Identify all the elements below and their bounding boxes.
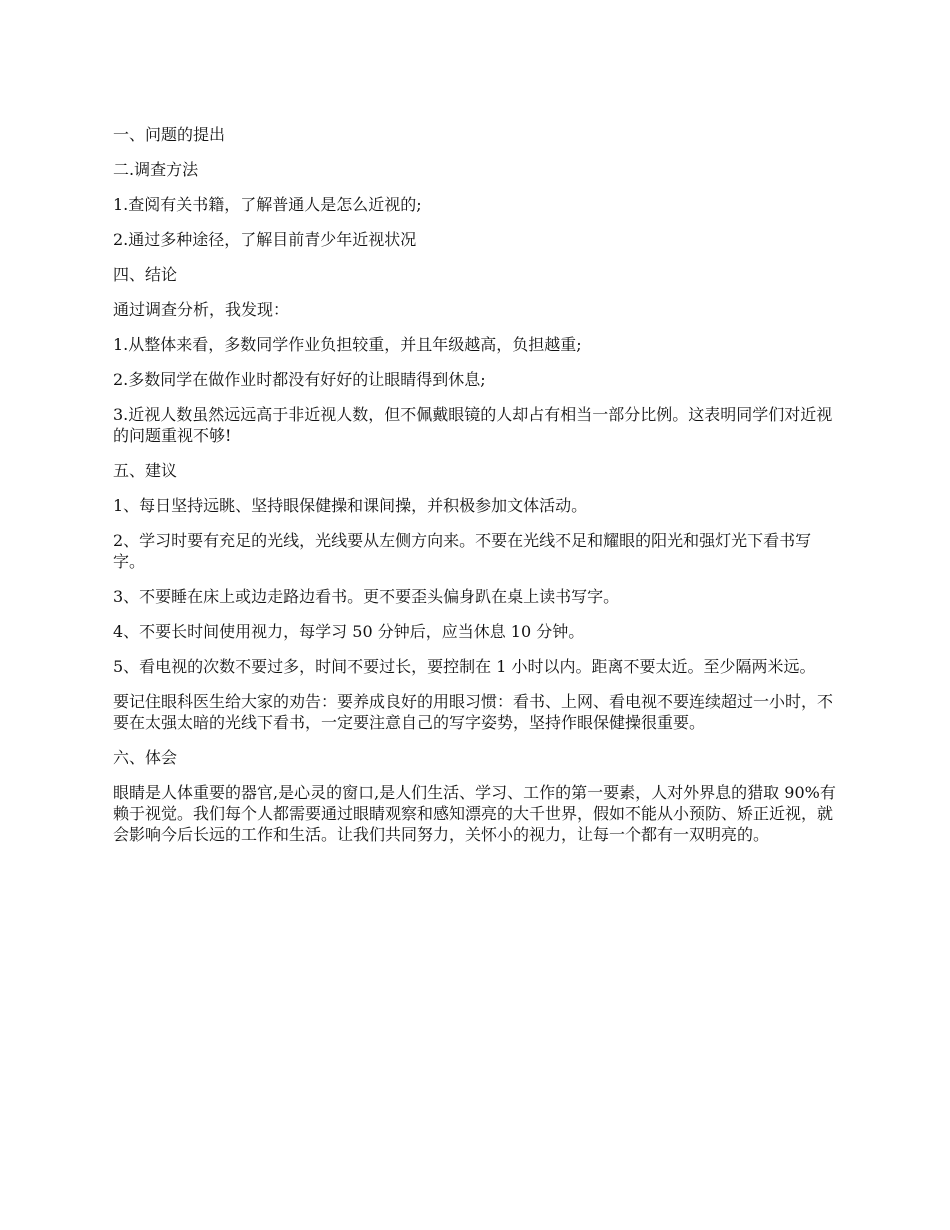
section-heading-conclusion: 四、结论 [113, 265, 178, 284]
reflection-paragraph: 眼睛是人体重要的器官,是心灵的窗口,是人们生活、学习、工作的第一要素，人对外界息的猎取 90%有赖于视觉。我们每个人都需要通过眼睛观察和感知漂亮的大千世界，假如不能从小预防、矫正近视，就会影响今后长远的工作和生活。让我们共同努力，关怀小的视力，让每一个都有一双明亮的。 [113, 783, 836, 844]
method-item-1: 1.查阅有关书籍，了解普通人是怎么近视的; [113, 195, 422, 214]
method-item-2: 2.通过多种途径，了解目前青少年近视状况 [113, 230, 417, 249]
section-heading-suggestions: 五、建议 [113, 461, 178, 480]
conclusion-item-1: 1.从整体来看，多数同学作业负担较重，并且年级越高，负担越重; [113, 335, 582, 354]
suggestion-item-3: 3、不要睡在床上或边走路边看书。更不要歪头偏身趴在桌上读书写字。 [113, 587, 620, 606]
section-heading-method: 二.调查方法 [113, 160, 199, 179]
suggestion-item-4: 4、不要长时间使用视力，每学习 50 分钟后，应当休息 10 分钟。 [113, 622, 585, 641]
section-heading-reflection: 六、体会 [113, 748, 178, 767]
section-heading-problem: 一、问题的提出 [113, 125, 226, 144]
conclusion-item-2: 2.多数同学在做作业时都没有好好的让眼睛得到休息; [113, 370, 486, 389]
conclusion-item-3: 3.近视人数虽然远远高于非近视人数，但不佩戴眼镜的人却占有相当一部分比例。这表明同学们对近视的问题重视不够! [113, 405, 833, 445]
suggestion-item-5: 5、看电视的次数不要过多，时间不要过长，要控制在 1 小时以内。距离不要太近。至少隔两米远。 [113, 657, 816, 676]
document-body [113, 124, 841, 859]
conclusion-intro: 通过调查分析，我发现： [113, 300, 290, 319]
suggestion-item-1: 1、每日坚持远眺、坚持眼保健操和课间操，并积极参加文体活动。 [113, 496, 588, 515]
doctor-advice: 要记住眼科医生给大家的劝告：要养成良好的用眼习惯：看书、上网、看电视不要连续超过一小时，不要在太强太暗的光线下看书，一定要注意自己的写字姿势，坚持作眼保健操很重要。 [113, 692, 834, 732]
suggestion-item-2: 2、学习时要有充足的光线，光线要从左侧方向来。不要在光线不足和耀眼的阳光和强灯光下看书写字。 [113, 531, 812, 571]
